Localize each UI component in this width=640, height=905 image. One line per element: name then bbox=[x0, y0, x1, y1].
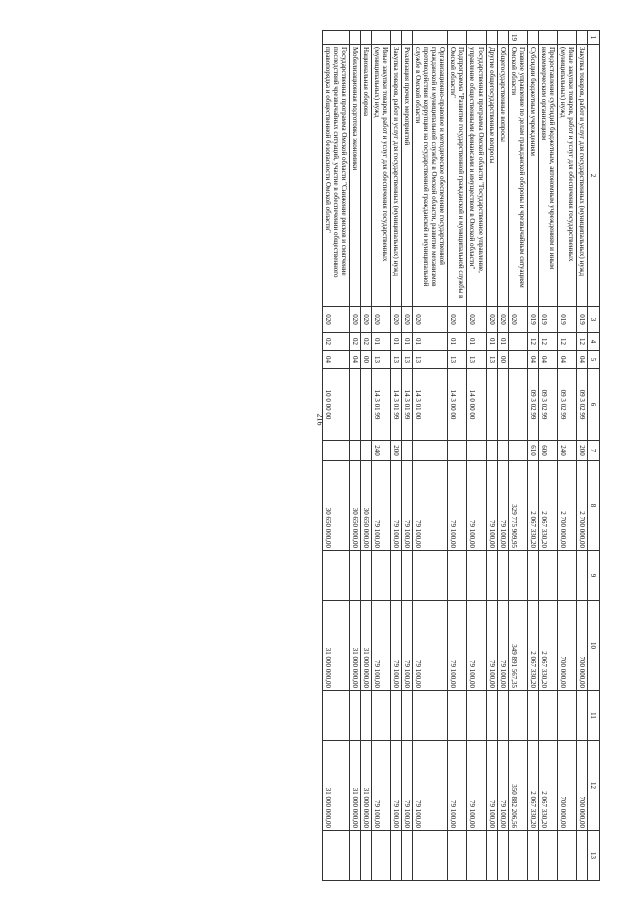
amount-col-13-cell bbox=[322, 831, 349, 881]
code-ministry-cell: 020 bbox=[413, 307, 448, 333]
amount-col-13-cell bbox=[349, 831, 360, 881]
amount-col-10-cell: 79 100,00 bbox=[413, 601, 448, 691]
amount-col-9-cell bbox=[349, 551, 360, 601]
amount-col-13-cell bbox=[448, 831, 467, 881]
amount-col-11-cell bbox=[486, 691, 497, 741]
amount-col-11-cell bbox=[557, 691, 576, 741]
amount-col-11-cell bbox=[527, 691, 538, 741]
amount-col-11-cell bbox=[413, 691, 448, 741]
header-cell: 8 bbox=[588, 461, 600, 551]
amount-col-11-cell bbox=[576, 691, 587, 741]
amount-col-11-cell bbox=[349, 691, 360, 741]
amount-col-10-cell: 79 100,00 bbox=[467, 601, 486, 691]
budget-table bbox=[322, 30, 600, 881]
code-section-cell bbox=[508, 333, 527, 351]
row-number-cell bbox=[391, 31, 402, 45]
amount-col-10-cell: 79 100,00 bbox=[486, 601, 497, 691]
header-cell: 4 bbox=[588, 333, 600, 351]
code-target-article-cell bbox=[497, 369, 508, 441]
code-expense-type-cell: 610 bbox=[527, 441, 538, 461]
amount-col-12-cell: 31 000 000,00 bbox=[360, 741, 371, 831]
row-name-cell: Государственная программа Омской области "Государственное управление, управление общественными финансами и имуществом в Омской области" bbox=[467, 45, 486, 307]
code-expense-type-cell: 240 bbox=[371, 441, 390, 461]
amount-col-13-cell bbox=[527, 831, 538, 881]
code-target-article-cell: 14 0 00 00 bbox=[467, 369, 486, 441]
amount-col-13-cell bbox=[391, 831, 402, 881]
code-section-cell: 12 bbox=[576, 333, 587, 351]
amount-col-13-cell bbox=[576, 831, 587, 881]
header-cell: 10 bbox=[588, 601, 600, 691]
code-subsection-cell: 04 bbox=[538, 351, 557, 369]
code-subsection-cell: 13 bbox=[371, 351, 390, 369]
amount-col-12-cell: 79 100,00 bbox=[467, 741, 486, 831]
code-section-cell: 01 bbox=[486, 333, 497, 351]
amount-col-11-cell bbox=[360, 691, 371, 741]
row-name-cell: Национальная оборона bbox=[360, 45, 371, 307]
amount-col-13-cell bbox=[508, 831, 527, 881]
code-target-article-cell bbox=[486, 369, 497, 441]
code-ministry-cell: 019 bbox=[538, 307, 557, 333]
amount-col-11-cell bbox=[391, 691, 402, 741]
amount-col-8-cell: 79 100,00 bbox=[371, 461, 390, 551]
amount-col-13-cell bbox=[467, 831, 486, 881]
code-ministry-cell: 020 bbox=[467, 307, 486, 333]
table-row bbox=[402, 31, 413, 881]
code-expense-type-cell bbox=[508, 441, 527, 461]
amount-col-8-cell: 30 650 000,00 bbox=[360, 461, 371, 551]
amount-col-11-cell bbox=[371, 691, 390, 741]
code-section-cell: 01 bbox=[467, 333, 486, 351]
code-subsection-cell: 04 bbox=[349, 351, 360, 369]
row-number-cell bbox=[497, 31, 508, 45]
code-target-article-cell: 14 3 01 99 bbox=[391, 369, 402, 441]
amount-col-10-cell: 31 000 000,00 bbox=[322, 601, 349, 691]
amount-col-13-cell bbox=[557, 831, 576, 881]
code-subsection-cell: 04 bbox=[576, 351, 587, 369]
code-subsection-cell: 04 bbox=[557, 351, 576, 369]
code-section-cell: 02 bbox=[322, 333, 349, 351]
amount-col-8-cell: 79 100,00 bbox=[391, 461, 402, 551]
amount-col-11-cell bbox=[467, 691, 486, 741]
amount-col-9-cell bbox=[557, 551, 576, 601]
amount-col-10-cell: 79 100,00 bbox=[497, 601, 508, 691]
header-cell: 12 bbox=[588, 741, 600, 831]
amount-col-12-cell: 79 100,00 bbox=[391, 741, 402, 831]
amount-col-12-cell: 79 100,00 bbox=[402, 741, 413, 831]
header-cell: 13 bbox=[588, 831, 600, 881]
row-number-cell bbox=[322, 31, 349, 45]
amount-col-9-cell bbox=[467, 551, 486, 601]
amount-col-12-cell: 700 000,00 bbox=[576, 741, 587, 831]
code-ministry-cell: 020 bbox=[322, 307, 349, 333]
row-name-cell: Иные закупки товаров, работ и услуг для обеспечения государственных (муниципальных) нужд bbox=[371, 45, 390, 307]
code-ministry-cell: 020 bbox=[486, 307, 497, 333]
code-section-cell: 02 bbox=[360, 333, 371, 351]
code-target-article-cell: 09 3 02 99 bbox=[527, 369, 538, 441]
code-subsection-cell: 13 bbox=[467, 351, 486, 369]
amount-col-9-cell bbox=[413, 551, 448, 601]
table-row bbox=[557, 31, 576, 881]
code-target-article-cell bbox=[349, 369, 360, 441]
code-target-article-cell: 14 3 01 99 bbox=[371, 369, 390, 441]
code-section-cell: 01 bbox=[371, 333, 390, 351]
code-expense-type-cell: 200 bbox=[391, 441, 402, 461]
amount-col-9-cell bbox=[538, 551, 557, 601]
table-row bbox=[527, 31, 538, 881]
amount-col-8-cell: 79 100,00 bbox=[497, 461, 508, 551]
code-subsection-cell: 13 bbox=[486, 351, 497, 369]
code-ministry-cell: 020 bbox=[497, 307, 508, 333]
code-section-cell: 12 bbox=[538, 333, 557, 351]
code-ministry-cell: 020 bbox=[508, 307, 527, 333]
amount-col-10-cell: 79 100,00 bbox=[402, 601, 413, 691]
row-name-cell: Подпрограмма "Развитие государственной гражданской и муниципальной службы в Омской области" bbox=[448, 45, 467, 307]
code-section-cell: 01 bbox=[448, 333, 467, 351]
amount-col-9-cell bbox=[486, 551, 497, 601]
row-name-cell: Предоставление субсидий бюджетным, автономным учреждениям и иным некоммерческим организациям bbox=[538, 45, 557, 307]
table-row bbox=[538, 31, 557, 881]
amount-col-12-cell: 700 000,00 bbox=[557, 741, 576, 831]
header-cell: 1 bbox=[588, 31, 600, 45]
amount-col-10-cell: 31 000 000,00 bbox=[349, 601, 360, 691]
code-expense-type-cell bbox=[360, 441, 371, 461]
row-name-cell: Государственная программа Омской области "Снижение рисков и смягчение последствий чрезвычайных ситуаций, участие в обеспечении общественного правопорядка и общественной безопасности Омской области" bbox=[322, 45, 349, 307]
code-ministry-cell: 019 bbox=[576, 307, 587, 333]
amount-col-12-cell: 79 100,00 bbox=[486, 741, 497, 831]
page-number: 216 bbox=[315, 413, 325, 426]
code-section-cell: 01 bbox=[413, 333, 448, 351]
amount-col-8-cell: 79 100,00 bbox=[467, 461, 486, 551]
code-subsection-cell: 04 bbox=[527, 351, 538, 369]
code-section-cell: 01 bbox=[402, 333, 413, 351]
row-number-cell bbox=[576, 31, 587, 45]
table-row bbox=[497, 31, 508, 881]
row-number-cell bbox=[413, 31, 448, 45]
code-subsection-cell bbox=[508, 351, 527, 369]
row-number-cell bbox=[538, 31, 557, 45]
amount-col-9-cell bbox=[402, 551, 413, 601]
row-number-cell bbox=[371, 31, 390, 45]
table-row bbox=[576, 31, 587, 881]
row-name-cell: Общегосударственные вопросы bbox=[497, 45, 508, 307]
amount-col-12-cell: 2 067 330,20 bbox=[527, 741, 538, 831]
amount-col-11-cell bbox=[508, 691, 527, 741]
table-row bbox=[349, 31, 360, 881]
amount-col-13-cell bbox=[486, 831, 497, 881]
amount-col-10-cell: 2 067 330,20 bbox=[527, 601, 538, 691]
amount-col-11-cell bbox=[497, 691, 508, 741]
code-target-article-cell: 09 3 02 99 bbox=[538, 369, 557, 441]
code-ministry-cell: 019 bbox=[527, 307, 538, 333]
table-row bbox=[371, 31, 390, 881]
amount-col-10-cell: 700 000,00 bbox=[576, 601, 587, 691]
code-ministry-cell: 020 bbox=[448, 307, 467, 333]
amount-col-8-cell: 2 700 000,00 bbox=[557, 461, 576, 551]
amount-col-8-cell: 79 100,00 bbox=[448, 461, 467, 551]
code-target-article-cell: 09 3 02 99 bbox=[576, 369, 587, 441]
header-cell: 9 bbox=[588, 551, 600, 601]
code-section-cell: 01 bbox=[391, 333, 402, 351]
amount-col-13-cell bbox=[497, 831, 508, 881]
amount-col-10-cell: 31 000 000,00 bbox=[360, 601, 371, 691]
table-row bbox=[391, 31, 402, 881]
code-subsection-cell: 13 bbox=[448, 351, 467, 369]
code-ministry-cell: 020 bbox=[371, 307, 390, 333]
table-row bbox=[448, 31, 467, 881]
amount-col-8-cell: 79 100,00 bbox=[402, 461, 413, 551]
code-section-cell: 12 bbox=[557, 333, 576, 351]
amount-col-11-cell bbox=[322, 691, 349, 741]
header-cell: 6 bbox=[588, 369, 600, 441]
budget-table-area bbox=[40, 30, 600, 880]
amount-col-9-cell bbox=[527, 551, 538, 601]
table-row bbox=[322, 31, 349, 881]
code-subsection-cell: 00 bbox=[497, 351, 508, 369]
code-subsection-cell: 13 bbox=[402, 351, 413, 369]
row-name-cell: Мобилизационная подготовка экономики bbox=[349, 45, 360, 307]
row-name-cell: Главное управление по делам гражданской обороны и чрезвычайным ситуациям Омской области bbox=[508, 45, 527, 307]
amount-col-8-cell: 79 100,00 bbox=[413, 461, 448, 551]
amount-col-13-cell bbox=[538, 831, 557, 881]
amount-col-12-cell: 31 000 000,00 bbox=[322, 741, 349, 831]
code-ministry-cell: 020 bbox=[349, 307, 360, 333]
row-number-cell bbox=[467, 31, 486, 45]
amount-col-9-cell bbox=[322, 551, 349, 601]
amount-col-12-cell: 79 100,00 bbox=[497, 741, 508, 831]
header-cell: 11 bbox=[588, 691, 600, 741]
row-name-cell: Субсидии бюджетным учреждениям bbox=[527, 45, 538, 307]
amount-col-12-cell: 31 000 000,00 bbox=[349, 741, 360, 831]
code-expense-type-cell bbox=[448, 441, 467, 461]
header-cell: 5 bbox=[588, 351, 600, 369]
amount-col-10-cell: 349 891 567,35 bbox=[508, 601, 527, 691]
header-cell: 2 bbox=[588, 45, 600, 307]
table-row bbox=[467, 31, 486, 881]
code-expense-type-cell bbox=[402, 441, 413, 461]
amount-col-12-cell: 79 100,00 bbox=[371, 741, 390, 831]
amount-col-13-cell bbox=[402, 831, 413, 881]
amount-col-13-cell bbox=[413, 831, 448, 881]
amount-col-9-cell bbox=[371, 551, 390, 601]
row-number-cell bbox=[360, 31, 371, 45]
amount-col-13-cell bbox=[360, 831, 371, 881]
table-row bbox=[508, 31, 527, 881]
row-number-cell bbox=[486, 31, 497, 45]
code-target-article-cell: 14 3 01 99 bbox=[402, 369, 413, 441]
row-number-cell bbox=[402, 31, 413, 45]
table-row bbox=[486, 31, 497, 881]
row-name-cell: Другие общегосударственные вопросы bbox=[486, 45, 497, 307]
rotated-table-wrapper bbox=[40, 30, 600, 880]
header-row bbox=[588, 31, 600, 881]
code-subsection-cell: 13 bbox=[391, 351, 402, 369]
code-section-cell: 02 bbox=[349, 333, 360, 351]
amount-col-10-cell: 79 100,00 bbox=[391, 601, 402, 691]
code-expense-type-cell: 200 bbox=[576, 441, 587, 461]
amount-col-13-cell bbox=[371, 831, 390, 881]
amount-col-9-cell bbox=[576, 551, 587, 601]
amount-col-12-cell: 79 100,00 bbox=[413, 741, 448, 831]
amount-col-8-cell: 329 775 909,95 bbox=[508, 461, 527, 551]
amount-col-8-cell: 30 650 000,00 bbox=[322, 461, 349, 551]
row-number-cell: 19 bbox=[508, 31, 527, 45]
row-number-cell bbox=[448, 31, 467, 45]
row-name-cell: Закупка товаров, работ и услуг для государственных (муниципальных) нужд bbox=[576, 45, 587, 307]
code-expense-type-cell bbox=[322, 441, 349, 461]
code-subsection-cell: 04 bbox=[322, 351, 349, 369]
amount-col-12-cell: 350 882 206,56 bbox=[508, 741, 527, 831]
code-target-article-cell: 14 3 01 00 bbox=[413, 369, 448, 441]
header-cell: 3 bbox=[588, 307, 600, 333]
amount-col-8-cell: 2 067 330,20 bbox=[527, 461, 538, 551]
table-body bbox=[322, 31, 599, 881]
row-name-cell: Организационно-правовое и методическое обеспечение государственной гражданской и муниципальной службы в Омской области, развитие механизмов противодействия коррупции на государственной гражданской и муниципальной службе в Омской области bbox=[413, 45, 448, 307]
code-expense-type-cell: 600 bbox=[538, 441, 557, 461]
code-expense-type-cell bbox=[413, 441, 448, 461]
code-expense-type-cell bbox=[349, 441, 360, 461]
code-expense-type-cell: 240 bbox=[557, 441, 576, 461]
amount-col-9-cell bbox=[497, 551, 508, 601]
amount-col-11-cell bbox=[402, 691, 413, 741]
row-number-cell bbox=[557, 31, 576, 45]
code-target-article-cell bbox=[508, 369, 527, 441]
amount-col-9-cell bbox=[508, 551, 527, 601]
amount-col-8-cell: 2 067 330,20 bbox=[538, 461, 557, 551]
amount-col-10-cell: 2 067 330,20 bbox=[538, 601, 557, 691]
row-name-cell: Закупка товаров, работ и услуг для государственных (муниципальных) нужд bbox=[391, 45, 402, 307]
row-number-cell bbox=[349, 31, 360, 45]
amount-col-9-cell bbox=[360, 551, 371, 601]
row-name-cell: Реализация прочих мероприятий bbox=[402, 45, 413, 307]
code-subsection-cell: 00 bbox=[360, 351, 371, 369]
code-target-article-cell: 14 3 00 00 bbox=[448, 369, 467, 441]
table-row bbox=[413, 31, 448, 881]
code-subsection-cell: 13 bbox=[413, 351, 448, 369]
amount-col-10-cell: 700 000,00 bbox=[557, 601, 576, 691]
row-number-cell bbox=[527, 31, 538, 45]
code-ministry-cell: 020 bbox=[391, 307, 402, 333]
table-row bbox=[360, 31, 371, 881]
amount-col-9-cell bbox=[448, 551, 467, 601]
amount-col-12-cell: 79 100,00 bbox=[448, 741, 467, 831]
code-expense-type-cell bbox=[467, 441, 486, 461]
code-expense-type-cell bbox=[486, 441, 497, 461]
code-ministry-cell: 019 bbox=[557, 307, 576, 333]
row-name-cell: Иные закупки товаров, работ и услуг для обеспечения государственных (муниципальных) нужд bbox=[557, 45, 576, 307]
code-ministry-cell: 020 bbox=[360, 307, 371, 333]
header-cell: 7 bbox=[588, 441, 600, 461]
amount-col-10-cell: 79 100,00 bbox=[371, 601, 390, 691]
amount-col-9-cell bbox=[391, 551, 402, 601]
code-expense-type-cell bbox=[497, 441, 508, 461]
amount-col-10-cell: 79 100,00 bbox=[448, 601, 467, 691]
code-target-article-cell bbox=[360, 369, 371, 441]
amount-col-11-cell bbox=[538, 691, 557, 741]
code-section-cell: 12 bbox=[527, 333, 538, 351]
amount-col-8-cell: 79 100,00 bbox=[486, 461, 497, 551]
amount-col-8-cell: 30 650 000,00 bbox=[349, 461, 360, 551]
amount-col-11-cell bbox=[448, 691, 467, 741]
amount-col-12-cell: 2 067 330,20 bbox=[538, 741, 557, 831]
code-ministry-cell: 020 bbox=[402, 307, 413, 333]
code-section-cell: 01 bbox=[497, 333, 508, 351]
code-target-article-cell: 10 0 00 00 bbox=[322, 369, 349, 441]
amount-col-8-cell: 2 700 000,00 bbox=[576, 461, 587, 551]
code-target-article-cell: 09 3 02 99 bbox=[557, 369, 576, 441]
